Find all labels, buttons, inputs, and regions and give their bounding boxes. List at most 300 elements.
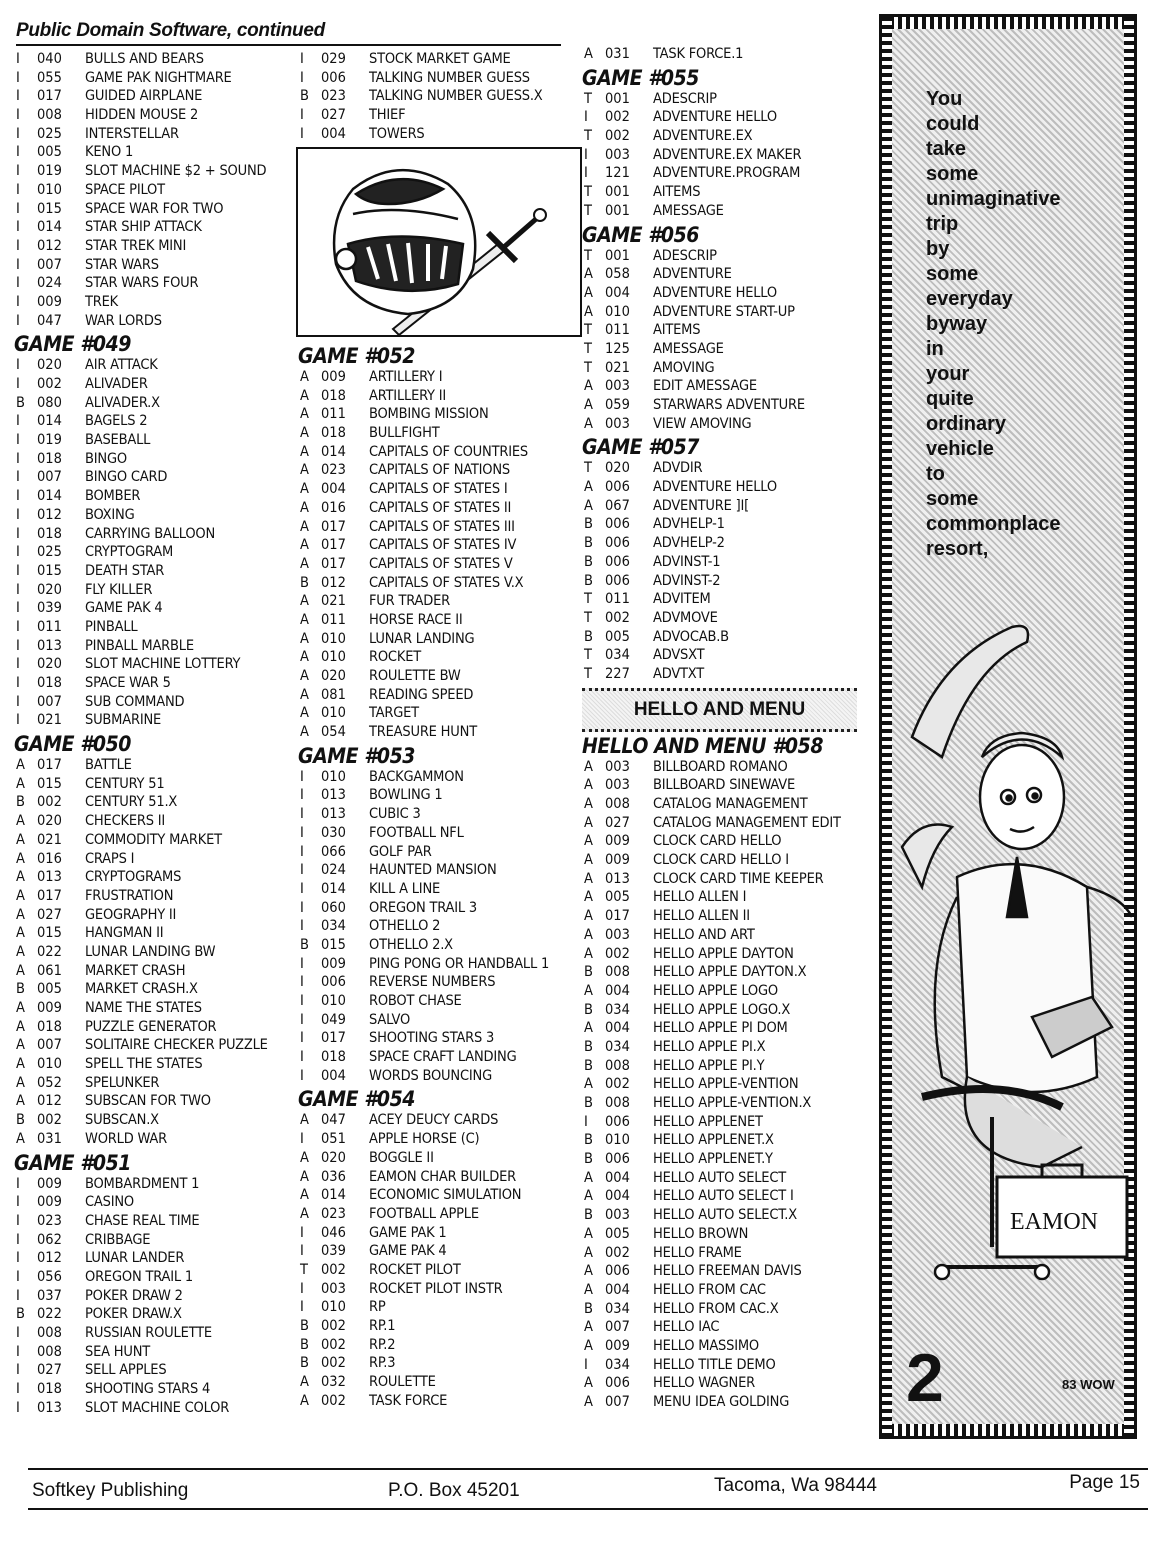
program-entry xyxy=(14,1361,294,1380)
file-type: I xyxy=(16,219,20,236)
sector-count: 011 xyxy=(321,406,346,423)
program-name: STAR WARS FOUR xyxy=(85,275,199,292)
sector-count: 004 xyxy=(605,1020,630,1037)
sector-count: 034 xyxy=(605,1001,630,1018)
program-entry xyxy=(14,812,294,831)
sector-count: 008 xyxy=(605,1057,630,1074)
file-type: T xyxy=(584,460,592,477)
program-entry xyxy=(298,1029,583,1048)
sector-count: 007 xyxy=(605,1319,630,1336)
program-name: CASINO xyxy=(85,1194,134,1211)
program-name: RP.2 xyxy=(369,1336,396,1353)
file-type: B xyxy=(300,88,309,105)
program-entry xyxy=(14,1111,294,1130)
file-type: A xyxy=(300,369,309,385)
artist-signature: 83 WOW xyxy=(1062,1377,1115,1392)
file-type: I xyxy=(300,1224,304,1241)
file-type: I xyxy=(584,109,588,126)
sector-count: 010 xyxy=(321,705,346,722)
program-entry xyxy=(14,1380,294,1399)
program-entry xyxy=(14,468,294,487)
program-entry xyxy=(14,637,294,656)
program-name: HELLO APPLENET.Y xyxy=(653,1151,773,1168)
program-name: ADVENTURE.EX xyxy=(653,128,753,145)
sector-count: 004 xyxy=(321,125,346,142)
program-entry xyxy=(582,202,857,221)
program-name: SPACE CRAFT LANDING xyxy=(369,1049,517,1066)
section-heading: GAME #049 xyxy=(14,332,131,357)
file-type: A xyxy=(584,814,593,831)
poem-line: unimaginative xyxy=(926,188,1061,210)
program-name: REVERSE NUMBERS xyxy=(369,974,496,991)
program-name: COMMODITY MARKET xyxy=(85,831,222,848)
sector-count: 015 xyxy=(37,200,62,217)
file-type: A xyxy=(584,982,593,999)
file-type: I xyxy=(16,88,20,105)
poem-line: some xyxy=(926,488,979,510)
file-type: I xyxy=(16,293,20,310)
file-type: A xyxy=(584,497,593,514)
program-name: SUBSCAN.X xyxy=(85,1112,159,1129)
sector-count: 004 xyxy=(321,481,346,498)
program-entry xyxy=(298,480,583,499)
file-type: I xyxy=(300,1049,304,1066)
file-type: A xyxy=(584,777,593,794)
program-name: STAR TREK MINI xyxy=(85,237,187,254)
file-type: B xyxy=(584,1057,593,1074)
sector-count: 002 xyxy=(605,609,630,626)
program-entry xyxy=(582,1300,857,1319)
file-type: A xyxy=(16,831,25,848)
program-name: HELLO APPLE PI DOM xyxy=(653,1020,788,1037)
sector-count: 007 xyxy=(605,1394,630,1411)
program-entry xyxy=(14,655,294,674)
sector-count: 003 xyxy=(605,1207,630,1224)
sector-count: 030 xyxy=(321,824,346,841)
file-type: I xyxy=(16,237,20,254)
sector-count: 021 xyxy=(37,831,62,848)
program-entry xyxy=(14,906,294,925)
program-entry xyxy=(14,711,294,730)
program-entry xyxy=(298,917,583,936)
program-entry xyxy=(14,237,294,256)
man-with-tentacle-illustration xyxy=(882,17,1134,1436)
listing-column-3 xyxy=(582,45,857,1412)
program-name: TARGET xyxy=(369,705,419,722)
program-name: BAGELS 2 xyxy=(85,413,148,430)
listing-column-2-top xyxy=(298,50,583,143)
sector-count: 001 xyxy=(605,202,630,219)
sector-count: 003 xyxy=(605,146,630,163)
program-name: RUSSIAN ROULETTE xyxy=(85,1325,212,1342)
program-name: POKER DRAW.X xyxy=(85,1306,182,1323)
program-name: GEOGRAPHY II xyxy=(85,906,177,923)
file-type: I xyxy=(300,107,304,124)
file-type: A xyxy=(300,611,309,628)
program-entry xyxy=(298,387,583,406)
file-type: I xyxy=(16,712,20,729)
program-name: ARTILLERY II xyxy=(369,387,447,404)
file-type: A xyxy=(584,1394,593,1411)
sector-count: 011 xyxy=(37,618,62,635)
file-type: I xyxy=(16,1343,20,1360)
file-type: A xyxy=(16,1074,25,1091)
program-name: HELLO WAGNER xyxy=(653,1375,756,1392)
program-name: SUB COMMAND xyxy=(85,693,185,710)
file-type: I xyxy=(16,1231,20,1248)
program-entry xyxy=(582,646,857,665)
program-entry xyxy=(298,69,583,88)
sector-count: 010 xyxy=(605,1132,630,1149)
sector-count: 015 xyxy=(37,925,62,942)
file-type: I xyxy=(16,618,20,635)
sector-count: 006 xyxy=(321,974,346,991)
file-type: A xyxy=(16,813,25,830)
program-entry xyxy=(582,1244,857,1263)
program-name: ADVENTURE.PROGRAM xyxy=(653,165,801,182)
program-name: HELLO FREEMAN DAVIS xyxy=(653,1263,802,1280)
sector-count: 020 xyxy=(321,668,346,684)
program-name: AITEMS xyxy=(653,184,701,201)
program-name: SALVO xyxy=(369,1011,411,1028)
program-entry xyxy=(582,321,857,340)
program-entry xyxy=(14,1036,294,1055)
file-type: I xyxy=(16,656,20,673)
program-name: TREK xyxy=(85,293,119,310)
file-type: I xyxy=(300,974,304,991)
program-entry xyxy=(582,146,857,165)
program-entry xyxy=(14,1074,294,1093)
program-name: CENTURY 51 xyxy=(85,775,165,792)
program-entry xyxy=(298,536,583,555)
program-entry xyxy=(14,1399,294,1418)
program-name: AIR ATTACK xyxy=(85,357,158,374)
program-name: FLY KILLER xyxy=(85,581,153,598)
sector-count: 023 xyxy=(321,88,346,105)
program-entry xyxy=(298,555,583,574)
file-type: A xyxy=(584,1225,593,1242)
program-entry xyxy=(14,1055,294,1074)
program-name: ALIVADER.X xyxy=(85,394,160,411)
sector-count: 017 xyxy=(321,555,346,572)
file-type: B xyxy=(584,1207,593,1224)
program-name: SELL APPLES xyxy=(85,1362,167,1379)
sector-count: 009 xyxy=(605,1337,630,1354)
program-name: ADESCRIP xyxy=(653,90,717,107)
sector-count: 010 xyxy=(321,649,346,666)
program-entry xyxy=(298,1354,583,1373)
sector-count: 027 xyxy=(321,107,346,124)
file-type: I xyxy=(16,275,20,292)
sector-count: 032 xyxy=(321,1374,346,1391)
sector-count: 002 xyxy=(321,1261,346,1278)
file-type: A xyxy=(584,1244,593,1261)
file-type: A xyxy=(300,1149,309,1166)
program-name: ADVENTURE HELLO xyxy=(653,284,777,301)
file-type: I xyxy=(300,806,304,823)
program-entry xyxy=(298,443,583,462)
sector-count: 022 xyxy=(37,1306,62,1323)
program-entry xyxy=(14,581,294,600)
sector-count: 018 xyxy=(321,425,346,442)
file-type: I xyxy=(16,69,20,86)
program-entry xyxy=(582,926,857,945)
sector-count: 008 xyxy=(605,796,630,812)
program-entry xyxy=(14,831,294,850)
file-type: I xyxy=(300,862,304,879)
program-entry xyxy=(14,125,294,144)
sector-count: 014 xyxy=(321,880,346,897)
sector-count: 013 xyxy=(37,1399,62,1416)
sector-count: 004 xyxy=(605,1188,630,1205)
program-name: CAPITALS OF STATES III xyxy=(369,518,515,535)
section-heading: GAME #052 xyxy=(298,344,415,368)
file-type: I xyxy=(16,432,20,449)
program-name: MARKET CRASH xyxy=(85,962,186,979)
program-entry xyxy=(14,256,294,275)
program-entry xyxy=(582,1393,857,1412)
sector-count: 020 xyxy=(37,656,62,673)
poem-line: ordinary xyxy=(926,413,1007,435)
sidebar-page-marker: 2 xyxy=(906,1340,944,1416)
file-type: I xyxy=(300,899,304,916)
program-entry xyxy=(14,1130,294,1149)
program-entry xyxy=(14,599,294,618)
file-type: A xyxy=(584,1188,593,1205)
program-entry xyxy=(298,1392,583,1411)
program-entry xyxy=(14,887,294,906)
program-name: FRUSTRATION xyxy=(85,887,174,904)
file-type: B xyxy=(584,1300,593,1317)
sector-count: 002 xyxy=(321,1318,346,1335)
file-type: A xyxy=(584,908,593,925)
sector-count: 009 xyxy=(321,369,346,385)
sector-count: 020 xyxy=(37,357,62,374)
file-type: A xyxy=(16,943,25,960)
program-entry xyxy=(582,1225,857,1244)
file-type: A xyxy=(584,1076,593,1093)
file-type: I xyxy=(16,693,20,710)
program-name: FOOTBALL NFL xyxy=(369,824,464,841)
file-type: B xyxy=(584,572,593,589)
program-name: DEATH STAR xyxy=(85,562,165,579)
program-entry xyxy=(582,340,857,359)
program-entry xyxy=(298,518,583,537)
program-name: SEA HUNT xyxy=(85,1343,151,1360)
program-name: CATALOG MANAGEMENT EDIT xyxy=(653,814,841,831)
file-type: A xyxy=(300,443,309,460)
sector-count: 034 xyxy=(321,918,346,935)
file-type: B xyxy=(584,1001,593,1018)
program-entry xyxy=(14,693,294,712)
sector-count: 004 xyxy=(605,982,630,999)
program-name: STAR SHIP ATTACK xyxy=(85,219,202,236)
program-name: SUBSCAN FOR TWO xyxy=(85,1093,211,1110)
program-entry xyxy=(298,630,583,649)
footer-publisher: Softkey Publishing xyxy=(32,1480,189,1501)
file-type: I xyxy=(16,181,20,198)
program-entry xyxy=(582,1001,857,1020)
sector-count: 015 xyxy=(37,775,62,792)
program-entry xyxy=(582,1075,857,1094)
file-type: A xyxy=(16,850,25,867)
sector-count: 008 xyxy=(37,1343,62,1360)
file-type: B xyxy=(584,516,593,533)
program-name: FUR TRADER xyxy=(369,593,450,610)
sector-count: 012 xyxy=(321,574,346,591)
program-name: STAR WARS xyxy=(85,256,159,273)
sector-count: 058 xyxy=(605,266,630,283)
program-name: ROULETTE xyxy=(369,1374,436,1391)
sector-count: 008 xyxy=(605,1095,630,1112)
sector-count: 017 xyxy=(321,1030,346,1047)
program-entry xyxy=(582,1206,857,1225)
program-name: ROCKET PILOT INSTR xyxy=(369,1280,503,1297)
program-name: AMOVING xyxy=(653,359,715,376)
sector-count: 034 xyxy=(605,647,630,664)
sector-count: 012 xyxy=(37,1250,62,1267)
file-type: I xyxy=(300,1030,304,1047)
file-type: I xyxy=(300,69,304,86)
program-name: GAME PAK NIGHTMARE xyxy=(85,69,232,86)
program-name: SHOOTING STARS 3 xyxy=(369,1030,495,1047)
program-name: HELLO APPLE-VENTION xyxy=(653,1076,799,1093)
program-name: BILLBOARD ROMANO xyxy=(653,758,788,775)
sector-count: 036 xyxy=(321,1168,346,1185)
program-name: CAPITALS OF NATIONS xyxy=(369,462,510,479)
program-entry xyxy=(582,1057,857,1076)
file-type: A xyxy=(300,686,309,703)
file-type: I xyxy=(16,1381,20,1398)
file-type: A xyxy=(300,537,309,554)
program-entry xyxy=(14,143,294,162)
program-name: OREGON TRAIL 1 xyxy=(85,1268,193,1285)
program-name: SLOT MACHINE LOTTERY xyxy=(85,656,241,673)
file-type: A xyxy=(300,1168,309,1185)
sector-count: 006 xyxy=(605,572,630,589)
file-type: I xyxy=(300,125,304,142)
sector-count: 005 xyxy=(605,1225,630,1242)
file-type: A xyxy=(16,775,25,792)
file-type: A xyxy=(584,46,593,62)
sector-count: 014 xyxy=(37,413,62,430)
program-name: SHOOTING STARS 4 xyxy=(85,1381,211,1398)
file-type: I xyxy=(16,562,20,579)
file-type: A xyxy=(584,303,593,320)
sector-count: 034 xyxy=(605,1038,630,1055)
program-entry xyxy=(298,824,583,843)
program-entry xyxy=(14,618,294,637)
file-type: A xyxy=(16,757,25,774)
program-name: BOMBING MISSION xyxy=(369,406,489,423)
sector-count: 002 xyxy=(37,376,62,393)
program-entry xyxy=(582,515,857,534)
program-name: TALKING NUMBER GUESS xyxy=(369,69,530,86)
program-name: HELLO APPLE LOGO xyxy=(653,982,778,999)
sector-count: 009 xyxy=(605,852,630,869)
program-name: CRIBBAGE xyxy=(85,1231,151,1248)
program-entry xyxy=(298,574,583,593)
sector-count: 012 xyxy=(37,506,62,523)
program-name: ADESCRIP xyxy=(653,247,717,264)
program-entry xyxy=(582,1094,857,1113)
sector-count: 006 xyxy=(605,1375,630,1392)
file-type: T xyxy=(584,90,592,107)
file-type: I xyxy=(16,581,20,598)
program-entry xyxy=(298,992,583,1011)
program-entry xyxy=(582,497,857,516)
program-name: CAPITALS OF STATES IV xyxy=(369,537,517,554)
program-entry xyxy=(582,1356,857,1375)
program-name: HELLO BROWN xyxy=(653,1225,749,1242)
program-name: BILLBOARD SINEWAVE xyxy=(653,777,795,794)
program-entry xyxy=(298,1298,583,1317)
sector-count: 009 xyxy=(37,293,62,310)
program-name: BULLFIGHT xyxy=(369,425,440,442)
sector-count: 017 xyxy=(37,88,62,105)
sector-count: 006 xyxy=(605,535,630,552)
section-heading: GAME #050 xyxy=(14,732,131,757)
program-name: BINGO xyxy=(85,450,127,467)
program-name: HELLO ALLEN II xyxy=(653,908,750,925)
poem-line: resort, xyxy=(926,538,989,560)
listing-column-2 xyxy=(298,342,583,1410)
file-type: A xyxy=(584,266,593,283)
sector-count: 006 xyxy=(605,516,630,533)
program-entry xyxy=(582,590,857,609)
program-entry xyxy=(14,375,294,394)
file-type: I xyxy=(16,1250,20,1267)
poem-line: quite xyxy=(926,388,974,410)
program-entry xyxy=(582,45,857,64)
program-entry xyxy=(582,982,857,1001)
sector-count: 046 xyxy=(321,1224,346,1241)
file-type: B xyxy=(300,574,309,591)
program-name: ADVITEM xyxy=(653,591,711,608)
poem-line: trip xyxy=(926,213,959,235)
program-name: CENTURY 51.X xyxy=(85,794,178,811)
section-heading: GAME #056 xyxy=(582,222,699,247)
sector-count: 005 xyxy=(37,144,62,161)
poem-line: in xyxy=(926,338,944,360)
sector-count: 017 xyxy=(605,908,630,925)
program-name: ROCKET PILOT xyxy=(369,1261,461,1278)
program-entry xyxy=(582,377,857,396)
program-entry xyxy=(582,183,857,202)
file-type: I xyxy=(300,1131,304,1148)
file-type: A xyxy=(584,926,593,943)
program-entry xyxy=(14,487,294,506)
sector-count: 021 xyxy=(37,712,62,729)
program-entry xyxy=(298,880,583,899)
program-name: KENO 1 xyxy=(85,144,134,161)
program-name: ROCKET xyxy=(369,649,421,666)
program-entry xyxy=(298,1168,583,1187)
program-name: AMESSAGE xyxy=(653,202,724,219)
program-name: BOXING xyxy=(85,506,135,523)
file-type: A xyxy=(16,1130,25,1147)
sector-count: 013 xyxy=(605,870,630,887)
program-entry xyxy=(582,628,857,647)
program-name: LUNAR LANDING xyxy=(369,630,475,647)
sector-count: 004 xyxy=(605,1169,630,1186)
file-type: A xyxy=(584,1263,593,1280)
sector-count: 080 xyxy=(37,394,62,411)
file-type: I xyxy=(16,125,20,142)
program-entry xyxy=(582,553,857,572)
program-entry xyxy=(298,704,583,723)
file-type: B xyxy=(584,1095,593,1112)
